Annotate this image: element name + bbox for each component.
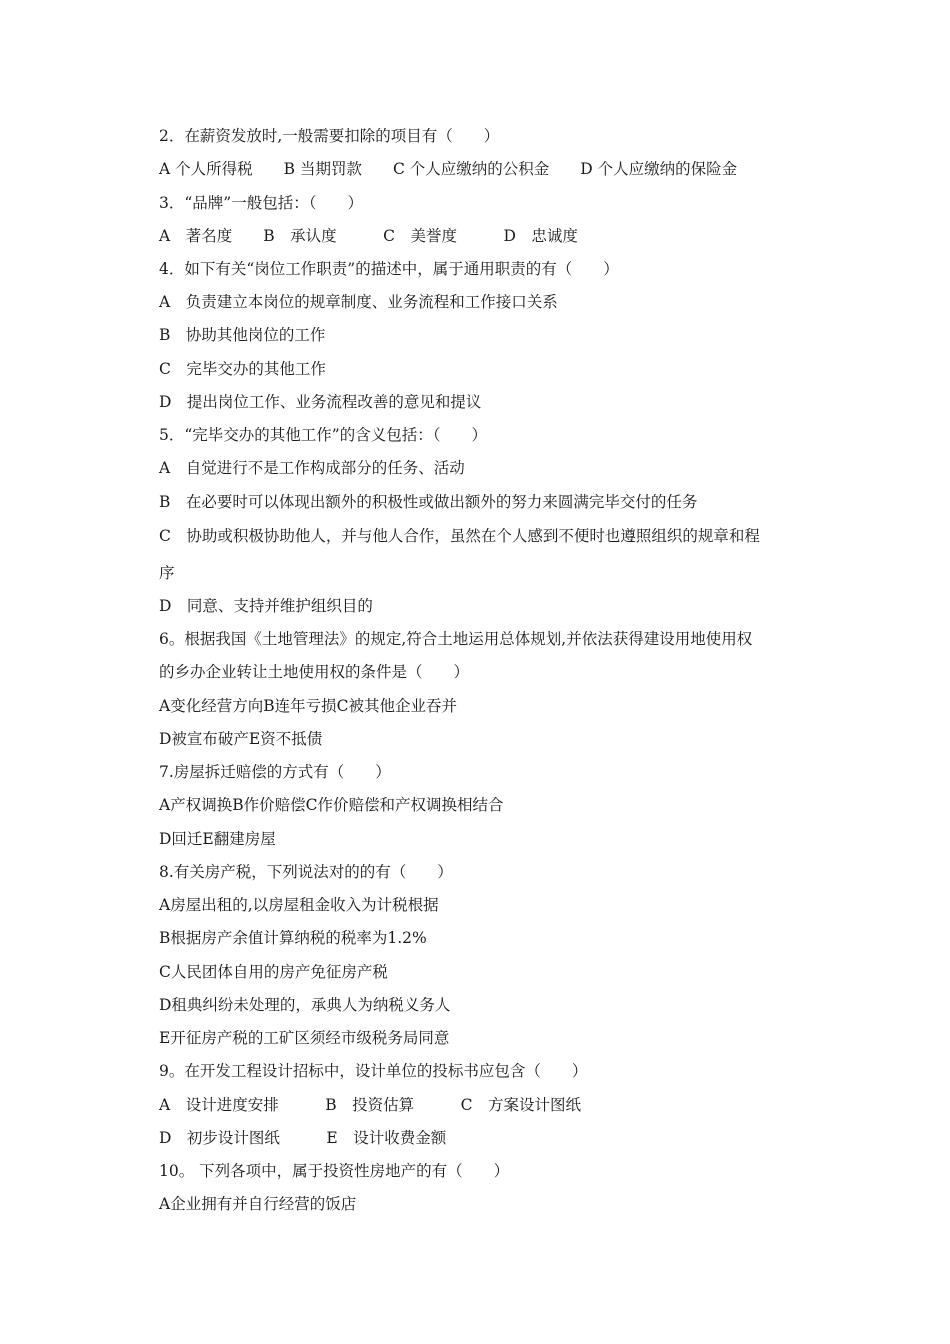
question-8-option-e: E开征房产税的工矿区须经市级税务局同意 xyxy=(159,1029,450,1047)
question-5-option-c-continued: 序 xyxy=(159,564,175,582)
question-6-stem: 6。根据我国《土地管理法》的规定,符合土地运用总体规划,并依法获得建设用地使用权 xyxy=(159,630,753,648)
question-4-option-c: C 完毕交办的其他工作 xyxy=(159,360,326,378)
question-3-stem: 3．“品牌”一般包括：（ ） xyxy=(159,194,363,212)
question-4-stem: 4．如下有关“岗位工作职责”的描述中，属于通用职责的有（ ） xyxy=(159,260,619,278)
question-8-option-b: B根据房产余值计算纳税的税率为1.2% xyxy=(159,929,427,947)
question-5-option-a: A 自觉进行不是工作构成部分的任务、活动 xyxy=(159,459,465,477)
question-9-options-1: A 设计进度安排 B 投资估算 C 方案设计图纸 xyxy=(159,1096,581,1114)
question-8-option-c: C人民团体自用的房产免征房产税 xyxy=(159,963,388,981)
question-8-stem: 8.有关房产税，下列说法对的的有（ ） xyxy=(159,863,453,881)
question-10-option-a: A企业拥有并自行经营的饭店 xyxy=(159,1195,357,1213)
question-5-option-b: B 在必要时可以体现出额外的积极性或做出额外的努力来圆满完毕交付的任务 xyxy=(159,493,698,511)
question-4-option-a: A 负责建立本岗位的规章制度、业务流程和工作接口关系 xyxy=(159,293,558,311)
question-5-option-d: D 同意、支持并维护组织目的 xyxy=(159,597,373,615)
question-2-options: A 个人所得税 B 当期罚款 C 个人应缴纳的公积金 D 个人应缴纳的保险金 xyxy=(159,160,738,178)
question-7-options-2: D回迁E翻建房屋 xyxy=(159,830,276,848)
question-3-options: A 著名度 B 承认度 C 美誉度 D 忠诚度 xyxy=(159,227,578,245)
question-6-stem-continued: 的乡办企业转让土地使用权的条件是（ ） xyxy=(159,663,470,681)
question-9-stem: 9。在开发工程设计招标中，设计单位的投标书应包含（ ） xyxy=(159,1062,588,1080)
question-4-option-d: D 提出岗位工作、业务流程改善的意见和提议 xyxy=(159,393,482,411)
question-6-options-1: A变化经营方向B连年亏损C被其他企业吞并 xyxy=(159,697,457,715)
question-5-stem: 5．“完毕交办的其他工作”的含义包括：（ ） xyxy=(159,426,487,444)
question-9-options-2: D 初步设计图纸 E 设计收费金额 xyxy=(159,1129,447,1147)
question-10-stem: 10。 下列各项中，属于投资性房地产的有（ ） xyxy=(159,1162,510,1180)
question-4-option-b: B 协助其他岗位的工作 xyxy=(159,326,326,344)
question-7-options-1: A产权调换B作价赔偿C作价赔偿和产权调换相结合 xyxy=(159,796,504,814)
question-6-options-2: D被宣布破产E资不抵债 xyxy=(159,730,323,748)
question-5-option-c: C 协助或积极协助他人，并与他人合作，虽然在个人感到不便时也遵照组织的规章和程 xyxy=(159,527,760,545)
question-8-option-a: A房屋出租的,以房屋租金收入为计税根据 xyxy=(159,896,439,914)
question-7-stem: 7.房屋拆迁赔偿的方式有（ ） xyxy=(159,763,391,781)
question-2-stem: 2．在薪资发放时,一般需要扣除的项目有（ ） xyxy=(159,127,500,145)
question-8-option-d: D租典纠纷未处理的，承典人为纳税义务人 xyxy=(159,996,451,1014)
